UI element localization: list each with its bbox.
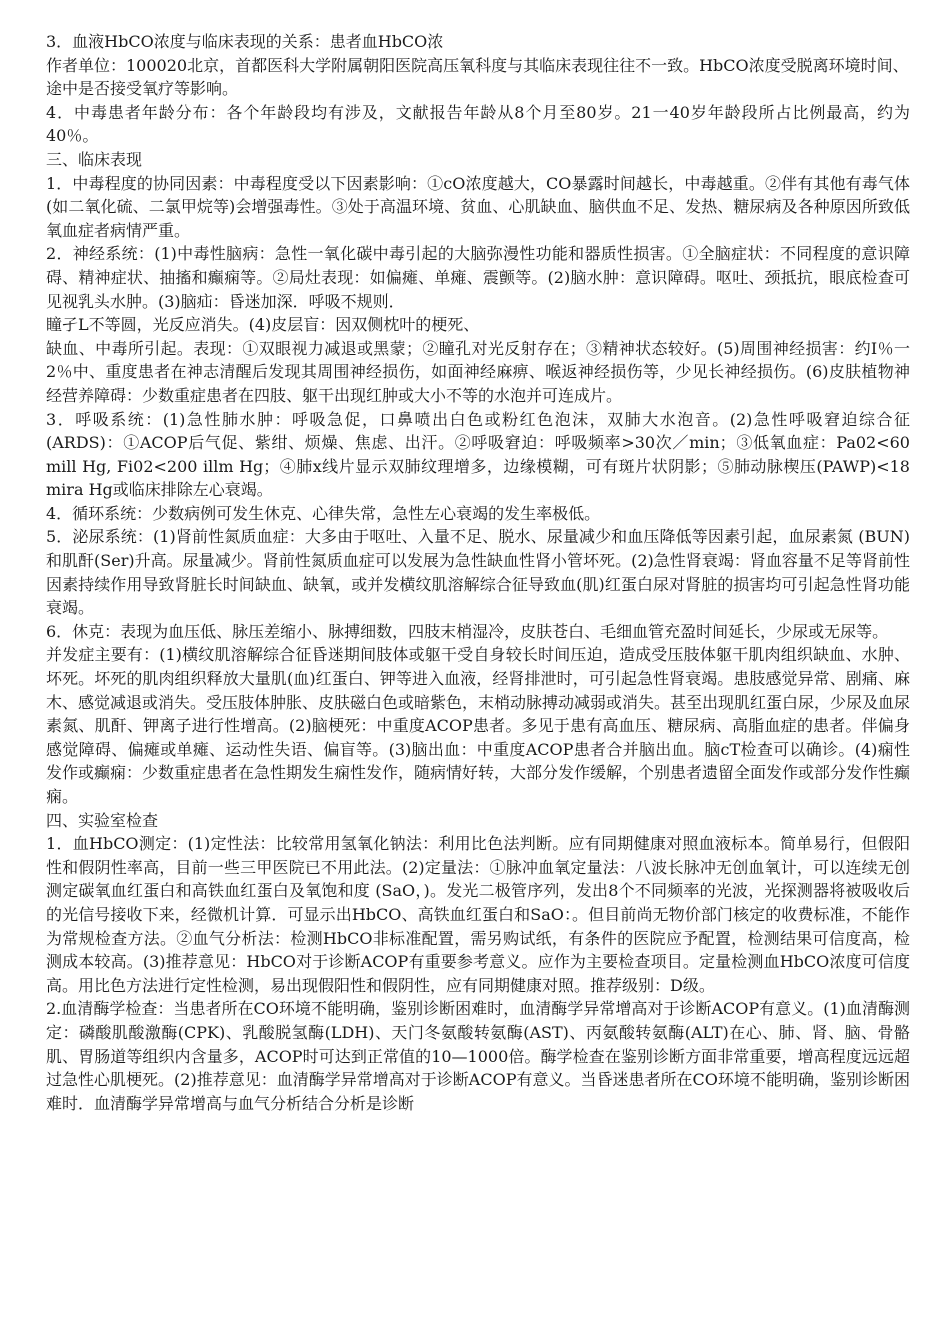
paragraph-complications: 并发症主要有：(1)横纹肌溶解综合征昏迷期间肢体或躯干受自身较长时间压迫，造成受压肢体躯干肌肉组织缺血、水肿、坏死。坏死的肌肉组织释放大量肌(血)红蛋白、钾等进入血液，经肾排泄时，可引起急性肾衰竭。患肢感觉异常、剧痛、麻木、感觉减退或消失。受压肢体肿胀、皮肤磁白色或暗紫色，末梢动脉搏动减弱或消失。甚至出现肌红蛋白尿，少尿及血尿素氮、肌酐、钾离子进行性增高。(2)脑梗死：中重度ACOP患者。多见于患有高血压、糖尿病、高脂血症的患者。伴偏身感觉障碍、偏瘫或单瘫、运动性失语、偏盲等。(3)脑出血：中重度ACOP患者合并脑出血。脑cT检查可以确诊。(4)痫性发作或癫痫：少数重症患者在急性期发生痫性发作，随病情好转，大部分发作缓解，个别患者遗留全面发作或部分发作性癫痫。 bbox=[46, 645, 911, 806]
paragraph-nervous-system: 2．神经系统：(1)中毒性脑病：急性一氧化碳中毒引起的大脑弥漫性功能和器质性损害。①全脑症状：不同程度的意识障碍、精神症状、抽搐和癫痫等。②局灶表现：如偏瘫、单瘫、震颤等。(2)脑水肿：意识障碍。呕吐、颈抵抗，眼底检查可见视乳头水肿。(3)脑疝：昏迷加深．呼吸不规则． bbox=[46, 244, 910, 311]
paragraph-serum-enzymes: 2.血清酶学检查：当患者所在CO环境不能明确，鉴别诊断困难时，血清酶学异常增高对于诊断ACOP有意义。(1)血清酶测定：磷酸肌酸激酶(CPK)、乳酸脱氢酶(LDH)、天门冬氨酸转氨酶(AST)、丙氨酸转氨酶(ALT)在心、肺、肾、脑、骨骼肌、胃肠道等组织内含量多，ACOP时可达到正常值的10—1000倍。酶学检查在鉴别诊断方面非常重要，增高程度远远超过急性心肌梗死。(2)推荐意见：血清酶学异常增高对于诊断ACOP有意义。当昏迷患者所在CO环境不能明确，鉴别诊断困难时．血清酶学异常增高与血气分析结合分析是诊断 bbox=[46, 999, 910, 1113]
paragraph-hbco-measurement: 1．血HbCO测定：(1)定性法：比较常用氢氧化钠法：利用比色法判断。应有同期健康对照血液标本。简单易行，但假阳性和假阴性率高，目前一些三甲医院已不用此法。(2)定量法：①脉冲血氧定量法：八波长脉冲无创血氧计，可以连续无创测定碳氧血红蛋白和高铁血红蛋白及氧饱和度 (SaO，)。发光二极管序列，发出8个不同频率的光波，光探测器将被吸收后的光信号接收下来，经微机计算．可显示出HbCO、高铁血红蛋白和SaO：。但目前尚无物价部门核定的收费标准，不能作为常规检查方法。②血气分析法：检测HbCO非标准配置，需另购试纸，有条件的医院应予配置，检测结果可信度高，检测成本较高。(3)推荐意见：HbCO对于诊断ACOP有重要参考意义。应作为主要检查项目。定量检测血HbCO浓度可信度高。用比色方法进行定性检测，易出现假阳性和假阴性，应有同期健康对照。推荐级别：D级。 bbox=[46, 834, 910, 995]
section-heading-clinical: 三、临床表现 bbox=[46, 149, 143, 169]
section-heading-lab: 四、实验室检查 bbox=[46, 810, 159, 830]
paragraph-hbco-relation: 3．血液HbCO浓度与临床表现的关系：患者血HbCO浓 bbox=[46, 32, 444, 51]
paragraph-respiratory-system: 3．呼吸系统：(1)急性肺水肿：呼吸急促，口鼻喷出白色或粉红色泡沫，双肺大水泡音。(2)急性呼吸窘迫综合征 (ARDS)：①ACOP后气促、紫绀、烦燥、焦虑、出汗。②呼吸窘迫：呼吸频率>30次／min；③低氧血症：Pa02<60 mill Hg, Fi02<200 illm Hg；④肺x线片显示双肺纹理增多，边缘模糊，可有斑片状阴影；⑤肺动脉楔压(PAWP)<18 mira Hg或临床排除左心衰竭。 bbox=[46, 409, 910, 500]
paragraph-pupil: 瞳孑L不等圆，光反应消失。(4)皮层盲：因双侧枕叶的梗死、 bbox=[46, 315, 480, 335]
paragraph-ischemia: 缺血、中毒所引起。表现：①双眼视力减退或黑蒙；②瞳孔对光反射存在；③精神状态较好。(5)周围神经损害：约I％一2％中、重度患者在神志清醒后发现其周围神经损伤，如面神经麻痹、喉返神经损伤等，少见长神经损伤。(6)皮肤植物神经营养障碍：少数重症患者在四肢、躯干出现红肿或大小不等的水泡并可连成片。 bbox=[46, 338, 910, 405]
paragraph-synergy-factors: 1．中毒程度的协同因素：中毒程度受以下因素影响：①cO浓度越大，CO暴露时间越长，中毒越重。②伴有其他有毒气体(如二氧化硫、二氯甲烷等)会增强毒性。③处于高温环境、贫血、心肌缺血、脑供血不足、发热、糖尿病及各种原因所致低氧血症者病情严重。 bbox=[46, 173, 910, 240]
paragraph-author-affiliation: 作者单位：100020北京，首都医科大学附属朝阳医院高压氧科度与其临床表现往往不一致。HbCO浓度受脱离环境时间、 bbox=[46, 55, 909, 75]
paragraph-shock: 6．休克：表现为血压低、脉压差缩小、脉搏细数，四肢末梢湿冷，皮肤苍白、毛细血管充盈时间延长，少尿或无尿等。 bbox=[46, 621, 889, 641]
paragraph-urinary-system: 5．泌尿系统：(1)肾前性氮质血症：大多由于呕吐、入量不足、脱水、尿量减少和血压降低等因素引起，血尿素氮 (BUN)和肌酐(Ser)升高。尿量减少。肾前性氮质血症可以发展为急性缺血性肾小管坏死。(2)急性肾衰竭：肾血容量不足等肾前性因素持续作用导致肾脏长时间缺血、缺氧，或并发横纹肌溶解综合征导致血(肌)红蛋白尿对肾脏的损害均可引起急性肾功能衰竭。 bbox=[46, 527, 910, 618]
paragraph-circulatory-system: 4．循环系统：少数病例可发生休克、心律失常，急性左心衰竭的发生率极低。 bbox=[46, 503, 601, 523]
paragraph-age-distribution: 4．中毒患者年龄分布：各个年龄段均有涉及，文献报告年龄从8个月至80岁。21一40岁年龄段所占比例最高，约为40％。 bbox=[46, 102, 910, 146]
paragraph-oxygen-therapy: 途中是否接受氧疗等影响。 bbox=[46, 79, 239, 99]
